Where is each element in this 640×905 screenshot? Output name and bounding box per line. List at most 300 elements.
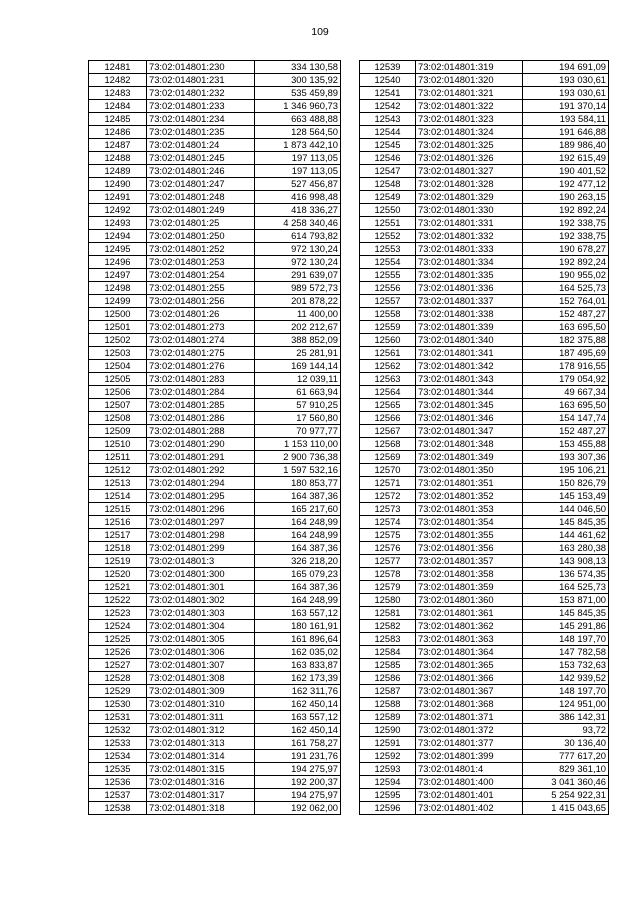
cadastral-number-cell: 73:02:014801:352 — [416, 490, 523, 503]
table-row — [89, 594, 341, 607]
cadastral-number-cell: 73:02:014801:353 — [416, 503, 523, 516]
cadastral-value-cell: 197 113,05 — [255, 165, 341, 178]
row-number-cell: 12582 — [360, 620, 416, 633]
cadastral-number-cell: 73:02:014801:363 — [416, 633, 523, 646]
cadastral-number-cell: 73:02:014801:399 — [416, 750, 523, 763]
cadastral-value-cell: 145 845,35 — [523, 607, 609, 620]
row-number-cell: 12592 — [360, 750, 416, 763]
table-row — [360, 373, 609, 386]
cadastral-number-cell: 73:02:014801:296 — [147, 503, 255, 516]
table-row — [89, 724, 341, 737]
table-row — [89, 737, 341, 750]
cadastral-value-cell: 163 833,87 — [255, 659, 341, 672]
table-row — [89, 750, 341, 763]
cadastral-value-cell: 4 258 340,46 — [255, 217, 341, 230]
row-number-cell: 12583 — [360, 633, 416, 646]
row-number-cell: 12550 — [360, 204, 416, 217]
row-number-cell: 12572 — [360, 490, 416, 503]
cadastral-number-cell: 73:02:014801:254 — [147, 269, 255, 282]
cadastral-number-cell: 73:02:014801:233 — [147, 100, 255, 113]
table-row — [360, 646, 609, 659]
row-number-cell: 12518 — [89, 542, 147, 555]
table-row — [360, 789, 609, 802]
cadastral-number-cell: 73:02:014801:248 — [147, 191, 255, 204]
table-row — [360, 256, 609, 269]
row-number-cell: 12578 — [360, 568, 416, 581]
table-row — [89, 399, 341, 412]
table-row — [360, 126, 609, 139]
row-number-cell: 12486 — [89, 126, 147, 139]
table-row — [89, 503, 341, 516]
cadastral-number-cell: 73:02:014801:343 — [416, 373, 523, 386]
cadastral-value-cell: 178 916,55 — [523, 360, 609, 373]
row-number-cell: 12560 — [360, 334, 416, 347]
row-number-cell: 12546 — [360, 152, 416, 165]
cadastral-number-cell: 73:02:014801:313 — [147, 737, 255, 750]
row-number-cell: 12562 — [360, 360, 416, 373]
cadastral-value-cell: 191 370,14 — [523, 100, 609, 113]
row-number-cell: 12533 — [89, 737, 147, 750]
table-row — [89, 152, 341, 165]
cadastral-value-cell: 164 525,73 — [523, 581, 609, 594]
cadastral-value-cell: 194 275,97 — [255, 789, 341, 802]
table-row — [89, 360, 341, 373]
cadastral-number-cell: 73:02:014801:358 — [416, 568, 523, 581]
row-number-cell: 12499 — [89, 295, 147, 308]
table-row — [89, 334, 341, 347]
table-row — [360, 217, 609, 230]
cadastral-number-cell: 73:02:014801:235 — [147, 126, 255, 139]
row-number-cell: 12590 — [360, 724, 416, 737]
cadastral-value-cell: 163 695,50 — [523, 321, 609, 334]
row-number-cell: 12566 — [360, 412, 416, 425]
table-row — [360, 529, 609, 542]
cadastral-number-cell: 73:02:014801:276 — [147, 360, 255, 373]
table-row — [360, 568, 609, 581]
table-row — [89, 139, 341, 152]
table-row — [89, 412, 341, 425]
table-row — [89, 386, 341, 399]
cadastral-number-cell: 73:02:014801:301 — [147, 581, 255, 594]
table-row — [360, 555, 609, 568]
row-number-cell: 12485 — [89, 113, 147, 126]
row-number-cell: 12563 — [360, 373, 416, 386]
cadastral-number-cell: 73:02:014801:320 — [416, 74, 523, 87]
cadastral-number-cell: 73:02:014801:315 — [147, 763, 255, 776]
cadastral-value-cell: 164 525,73 — [523, 282, 609, 295]
cadastral-value-cell: 165 217,60 — [255, 503, 341, 516]
row-number-cell: 12587 — [360, 685, 416, 698]
table-row — [89, 191, 341, 204]
table-row — [89, 321, 341, 334]
cadastral-number-cell: 73:02:014801:26 — [147, 308, 255, 321]
row-number-cell: 12556 — [360, 282, 416, 295]
cadastral-value-cell: 190 263,15 — [523, 191, 609, 204]
table-row — [89, 269, 341, 282]
table-row — [89, 672, 341, 685]
cadastral-number-cell: 73:02:014801:332 — [416, 230, 523, 243]
cadastral-value-cell: 614 793,82 — [255, 230, 341, 243]
cadastral-value-cell: 148 197,70 — [523, 685, 609, 698]
cadastral-value-cell: 164 248,99 — [255, 594, 341, 607]
row-number-cell: 12558 — [360, 308, 416, 321]
table-row — [360, 152, 609, 165]
cadastral-value-cell: 30 136,40 — [523, 737, 609, 750]
table-row — [89, 256, 341, 269]
cadastral-value-cell: 192 615,49 — [523, 152, 609, 165]
row-number-cell: 12522 — [89, 594, 147, 607]
table-row — [89, 113, 341, 126]
row-number-cell: 12500 — [89, 308, 147, 321]
row-number-cell: 12529 — [89, 685, 147, 698]
cadastral-value-cell: 150 826,79 — [523, 477, 609, 490]
cadastral-number-cell: 73:02:014801:372 — [416, 724, 523, 737]
table-row — [89, 295, 341, 308]
cadastral-value-cell: 190 678,27 — [523, 243, 609, 256]
cadastral-value-cell: 192 200,37 — [255, 776, 341, 789]
cadastral-value-cell: 161 758,27 — [255, 737, 341, 750]
row-number-cell: 12565 — [360, 399, 416, 412]
cadastral-value-cell: 163 280,38 — [523, 542, 609, 555]
cadastral-number-cell: 73:02:014801:368 — [416, 698, 523, 711]
row-number-cell: 12531 — [89, 711, 147, 724]
cadastral-value-cell: 162 035,02 — [255, 646, 341, 659]
row-number-cell: 12586 — [360, 672, 416, 685]
table-row — [360, 724, 609, 737]
cadastral-number-cell: 73:02:014801:291 — [147, 451, 255, 464]
cadastral-number-cell: 73:02:014801:329 — [416, 191, 523, 204]
cadastral-value-cell: 192 477,12 — [523, 178, 609, 191]
cadastral-number-cell: 73:02:014801:274 — [147, 334, 255, 347]
row-number-cell: 12525 — [89, 633, 147, 646]
cadastral-value-cell: 191 231,76 — [255, 750, 341, 763]
cadastral-value-cell: 142 939,52 — [523, 672, 609, 685]
table-row — [360, 178, 609, 191]
row-number-cell: 12554 — [360, 256, 416, 269]
row-number-cell: 12585 — [360, 659, 416, 672]
row-number-cell: 12491 — [89, 191, 147, 204]
cadastral-number-cell: 73:02:014801:290 — [147, 438, 255, 451]
cadastral-number-cell: 73:02:014801:331 — [416, 217, 523, 230]
row-number-cell: 12584 — [360, 646, 416, 659]
row-number-cell: 12510 — [89, 438, 147, 451]
cadastral-value-cell: 2 900 736,38 — [255, 451, 341, 464]
cadastral-number-cell: 73:02:014801:354 — [416, 516, 523, 529]
cadastral-number-cell: 73:02:014801:299 — [147, 542, 255, 555]
cadastral-number-cell: 73:02:014801:361 — [416, 607, 523, 620]
row-number-cell: 12493 — [89, 217, 147, 230]
cadastral-value-cell: 197 113,05 — [255, 152, 341, 165]
cadastral-value-cell: 1 415 043,65 — [523, 802, 609, 815]
cadastral-number-cell: 73:02:014801:25 — [147, 217, 255, 230]
cadastral-number-cell: 73:02:014801:325 — [416, 139, 523, 152]
table-row — [360, 672, 609, 685]
cadastral-value-cell: 326 218,20 — [255, 555, 341, 568]
table-row — [360, 438, 609, 451]
cadastral-number-cell: 73:02:014801:250 — [147, 230, 255, 243]
row-number-cell: 12488 — [89, 152, 147, 165]
table-row — [360, 282, 609, 295]
row-number-cell: 12548 — [360, 178, 416, 191]
cadastral-number-cell: 73:02:014801:351 — [416, 477, 523, 490]
cadastral-value-cell: 124 951,00 — [523, 698, 609, 711]
cadastral-number-cell: 73:02:014801:342 — [416, 360, 523, 373]
table-row — [89, 516, 341, 529]
table-row — [89, 230, 341, 243]
cadastral-number-cell: 73:02:014801:360 — [416, 594, 523, 607]
row-number-cell: 12483 — [89, 87, 147, 100]
row-number-cell: 12593 — [360, 763, 416, 776]
cadastral-number-cell: 73:02:014801:256 — [147, 295, 255, 308]
table-row — [360, 763, 609, 776]
cadastral-number-cell: 73:02:014801:310 — [147, 698, 255, 711]
cadastral-value-cell: 187 495,69 — [523, 347, 609, 360]
row-number-cell: 12570 — [360, 464, 416, 477]
row-number-cell: 12591 — [360, 737, 416, 750]
table-row — [360, 399, 609, 412]
cadastral-value-cell: 192 892,24 — [523, 256, 609, 269]
table-row — [360, 100, 609, 113]
cadastral-value-cell: 182 375,88 — [523, 334, 609, 347]
cadastral-number-cell: 73:02:014801:334 — [416, 256, 523, 269]
row-number-cell: 12523 — [89, 607, 147, 620]
cadastral-number-cell: 73:02:014801:321 — [416, 87, 523, 100]
cadastral-number-cell: 73:02:014801:326 — [416, 152, 523, 165]
cadastral-number-cell: 73:02:014801:333 — [416, 243, 523, 256]
row-number-cell: 12571 — [360, 477, 416, 490]
cadastral-number-cell: 73:02:014801:230 — [147, 61, 255, 74]
cadastral-value-cell: 162 173,39 — [255, 672, 341, 685]
cadastral-number-cell: 73:02:014801:330 — [416, 204, 523, 217]
cadastral-value-cell: 145 291,86 — [523, 620, 609, 633]
cadastral-value-cell: 57 910,25 — [255, 399, 341, 412]
table-row — [89, 568, 341, 581]
table-row — [89, 464, 341, 477]
cadastral-number-cell: 73:02:014801:319 — [416, 61, 523, 74]
cadastral-value-cell: 148 197,70 — [523, 633, 609, 646]
cadastral-value-cell: 17 560,80 — [255, 412, 341, 425]
cadastral-number-cell: 73:02:014801:314 — [147, 750, 255, 763]
cadastral-number-cell: 73:02:014801:346 — [416, 412, 523, 425]
cadastral-number-cell: 73:02:014801:24 — [147, 139, 255, 152]
cadastral-number-cell: 73:02:014801:252 — [147, 243, 255, 256]
row-number-cell: 12515 — [89, 503, 147, 516]
table-row — [360, 750, 609, 763]
cadastral-number-cell: 73:02:014801:344 — [416, 386, 523, 399]
table-row — [89, 698, 341, 711]
cadastral-value-cell: 202 212,67 — [255, 321, 341, 334]
row-number-cell: 12573 — [360, 503, 416, 516]
table-row — [360, 360, 609, 373]
cadastral-number-cell: 73:02:014801:357 — [416, 555, 523, 568]
cadastral-value-cell: 25 281,91 — [255, 347, 341, 360]
row-number-cell: 12496 — [89, 256, 147, 269]
cadastral-value-cell: 192 062,00 — [255, 802, 341, 815]
row-number-cell: 12569 — [360, 451, 416, 464]
cadastral-value-cell: 93,72 — [523, 724, 609, 737]
table-row — [360, 334, 609, 347]
row-number-cell: 12536 — [89, 776, 147, 789]
row-number-cell: 12535 — [89, 763, 147, 776]
table-row — [360, 698, 609, 711]
table-row — [89, 581, 341, 594]
table-row — [360, 269, 609, 282]
table-row — [89, 74, 341, 87]
cadastral-value-cell: 1 346 960,73 — [255, 100, 341, 113]
cadastral-value-cell: 49 667,34 — [523, 386, 609, 399]
table-row — [360, 451, 609, 464]
table-row — [89, 87, 341, 100]
row-number-cell: 12513 — [89, 477, 147, 490]
cadastral-number-cell: 73:02:014801:288 — [147, 425, 255, 438]
table-row — [360, 594, 609, 607]
cadastral-number-cell: 73:02:014801:309 — [147, 685, 255, 698]
table-row — [360, 165, 609, 178]
cadastral-value-cell: 291 639,07 — [255, 269, 341, 282]
table-row — [360, 581, 609, 594]
cadastral-value-cell: 179 054,92 — [523, 373, 609, 386]
cadastral-number-cell: 73:02:014801:365 — [416, 659, 523, 672]
cadastral-value-cell: 162 450,14 — [255, 724, 341, 737]
cadastral-value-cell: 972 130,24 — [255, 256, 341, 269]
table-row — [360, 308, 609, 321]
cadastral-number-cell: 73:02:014801:295 — [147, 490, 255, 503]
table-row — [360, 321, 609, 334]
cadastral-value-cell: 180 853,77 — [255, 477, 341, 490]
table-row — [360, 74, 609, 87]
row-number-cell: 12547 — [360, 165, 416, 178]
row-number-cell: 12504 — [89, 360, 147, 373]
table-row — [89, 165, 341, 178]
cadastral-number-cell: 73:02:014801:234 — [147, 113, 255, 126]
cadastral-number-cell: 73:02:014801:335 — [416, 269, 523, 282]
cadastral-value-cell: 164 248,99 — [255, 529, 341, 542]
cadastral-value-cell: 154 147,74 — [523, 412, 609, 425]
row-number-cell: 12519 — [89, 555, 147, 568]
row-number-cell: 12487 — [89, 139, 147, 152]
row-number-cell: 12501 — [89, 321, 147, 334]
cadastral-number-cell: 73:02:014801:275 — [147, 347, 255, 360]
cadastral-value-cell: 193 030,61 — [523, 74, 609, 87]
row-number-cell: 12544 — [360, 126, 416, 139]
table-row — [89, 477, 341, 490]
table-row — [360, 659, 609, 672]
right-registry-table — [359, 60, 609, 815]
cadastral-number-cell: 73:02:014801:341 — [416, 347, 523, 360]
table-row — [89, 490, 341, 503]
row-number-cell: 12581 — [360, 607, 416, 620]
row-number-cell: 12524 — [89, 620, 147, 633]
cadastral-number-cell: 73:02:014801:247 — [147, 178, 255, 191]
cadastral-number-cell: 73:02:014801:366 — [416, 672, 523, 685]
row-number-cell: 12589 — [360, 711, 416, 724]
table-row — [360, 464, 609, 477]
cadastral-value-cell: 193 307,36 — [523, 451, 609, 464]
table-row — [89, 633, 341, 646]
table-row — [360, 204, 609, 217]
table-row — [89, 789, 341, 802]
cadastral-number-cell: 73:02:014801:304 — [147, 620, 255, 633]
row-number-cell: 12530 — [89, 698, 147, 711]
cadastral-number-cell: 73:02:014801:348 — [416, 438, 523, 451]
cadastral-value-cell: 193 030,61 — [523, 87, 609, 100]
table-row — [89, 61, 341, 74]
cadastral-number-cell: 73:02:014801:318 — [147, 802, 255, 815]
table-row — [89, 308, 341, 321]
cadastral-number-cell: 73:02:014801:246 — [147, 165, 255, 178]
cadastral-value-cell: 190 955,02 — [523, 269, 609, 282]
cadastral-value-cell: 972 130,24 — [255, 243, 341, 256]
cadastral-value-cell: 201 878,22 — [255, 295, 341, 308]
row-number-cell: 12490 — [89, 178, 147, 191]
cadastral-value-cell: 11 400,00 — [255, 308, 341, 321]
row-number-cell: 12521 — [89, 581, 147, 594]
cadastral-number-cell: 73:02:014801:347 — [416, 425, 523, 438]
cadastral-number-cell: 73:02:014801:367 — [416, 685, 523, 698]
cadastral-number-cell: 73:02:014801:345 — [416, 399, 523, 412]
row-number-cell: 12482 — [89, 74, 147, 87]
table-row — [360, 503, 609, 516]
cadastral-number-cell: 73:02:014801:249 — [147, 204, 255, 217]
cadastral-value-cell: 300 135,92 — [255, 74, 341, 87]
cadastral-number-cell: 73:02:014801:356 — [416, 542, 523, 555]
row-number-cell: 12545 — [360, 139, 416, 152]
cadastral-value-cell: 169 144,14 — [255, 360, 341, 373]
cadastral-number-cell: 73:02:014801:284 — [147, 386, 255, 399]
cadastral-value-cell: 192 892,24 — [523, 204, 609, 217]
row-number-cell: 12527 — [89, 659, 147, 672]
cadastral-value-cell: 153 455,88 — [523, 438, 609, 451]
cadastral-value-cell: 3 041 360,46 — [523, 776, 609, 789]
table-row — [360, 542, 609, 555]
row-number-cell: 12495 — [89, 243, 147, 256]
row-number-cell: 12502 — [89, 334, 147, 347]
cadastral-value-cell: 535 459,89 — [255, 87, 341, 100]
row-number-cell: 12588 — [360, 698, 416, 711]
cadastral-number-cell: 73:02:014801:328 — [416, 178, 523, 191]
table-row — [360, 711, 609, 724]
cadastral-value-cell: 152 487,27 — [523, 425, 609, 438]
cadastral-value-cell: 153 871,00 — [523, 594, 609, 607]
cadastral-value-cell: 143 908,13 — [523, 555, 609, 568]
table-row — [360, 620, 609, 633]
table-row — [89, 711, 341, 724]
row-number-cell: 12507 — [89, 399, 147, 412]
row-number-cell: 12484 — [89, 100, 147, 113]
cadastral-value-cell: 152 487,27 — [523, 308, 609, 321]
table-row — [360, 230, 609, 243]
cadastral-number-cell: 73:02:014801:362 — [416, 620, 523, 633]
row-number-cell: 12580 — [360, 594, 416, 607]
table-row — [89, 373, 341, 386]
cadastral-value-cell: 1 597 532,16 — [255, 464, 341, 477]
row-number-cell: 12532 — [89, 724, 147, 737]
cadastral-number-cell: 73:02:014801:307 — [147, 659, 255, 672]
table-row — [89, 282, 341, 295]
cadastral-value-cell: 153 732,63 — [523, 659, 609, 672]
cadastral-number-cell: 73:02:014801:338 — [416, 308, 523, 321]
table-row — [89, 776, 341, 789]
cadastral-value-cell: 388 852,09 — [255, 334, 341, 347]
cadastral-number-cell: 73:02:014801:312 — [147, 724, 255, 737]
cadastral-number-cell: 73:02:014801:401 — [416, 789, 523, 802]
cadastral-number-cell: 73:02:014801:298 — [147, 529, 255, 542]
table-row — [360, 191, 609, 204]
cadastral-number-cell: 73:02:014801:400 — [416, 776, 523, 789]
table-row — [360, 87, 609, 100]
cadastral-number-cell: 73:02:014801:300 — [147, 568, 255, 581]
table-row — [360, 607, 609, 620]
